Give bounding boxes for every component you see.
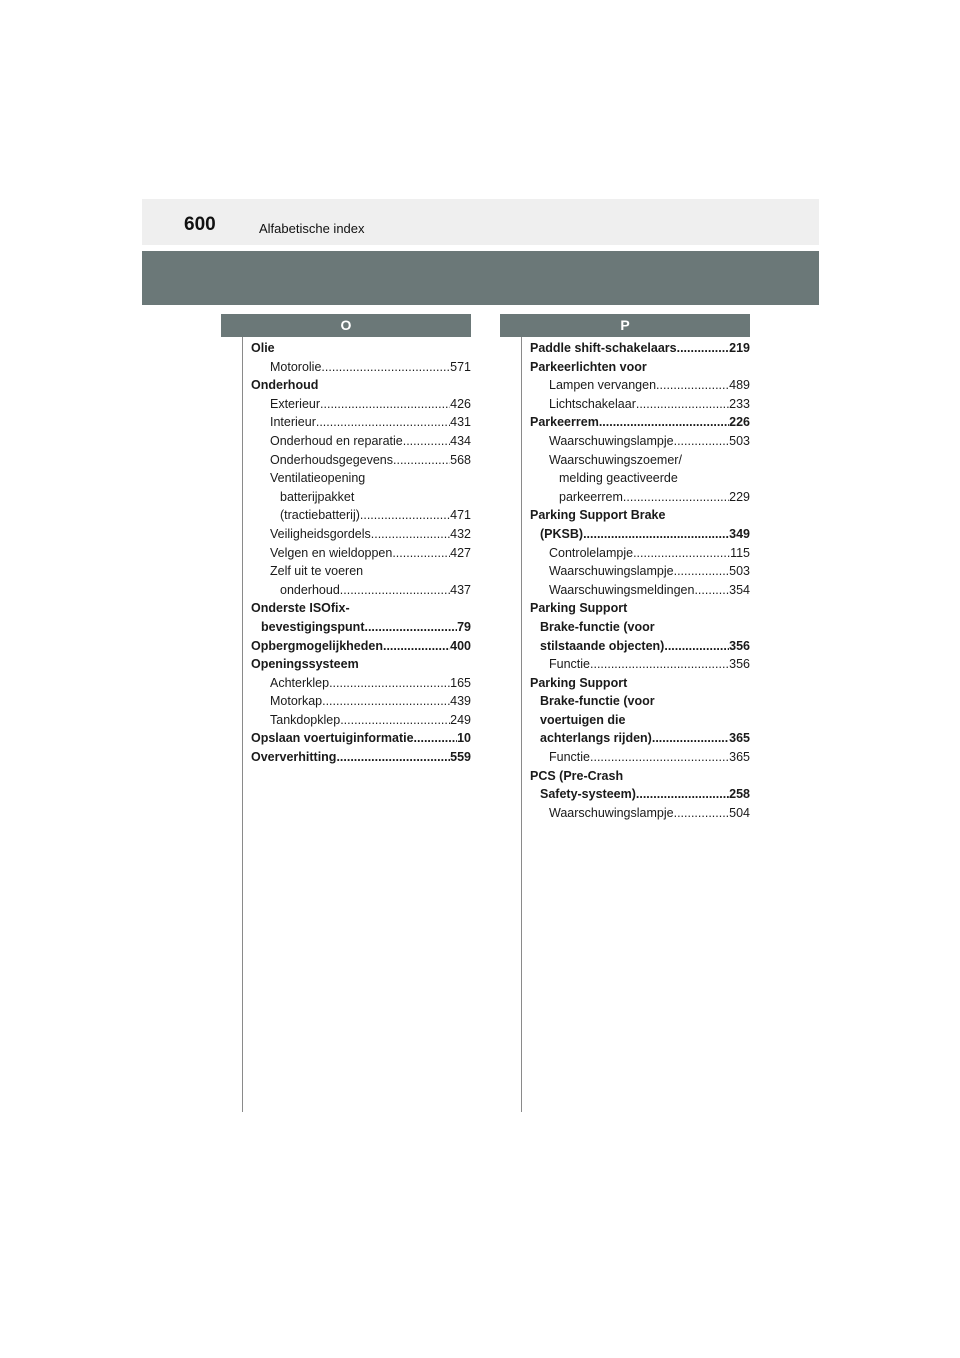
entry-text: Parkeerrem xyxy=(530,415,599,430)
entry-text: Safety-systeem) xyxy=(540,787,636,802)
index-subentry xyxy=(251,469,471,488)
dot-leader xyxy=(590,748,729,767)
entry-text: melding geactiveerde xyxy=(559,471,678,486)
index-entry xyxy=(530,785,750,804)
entry-text: Zelf uit te voeren xyxy=(270,564,364,579)
index-subentry xyxy=(251,525,471,544)
index-subentry xyxy=(530,544,750,563)
index-entry xyxy=(530,711,750,730)
dot-leader xyxy=(322,692,450,711)
page-reference[interactable]: 229 xyxy=(729,489,750,504)
entry-text: (tractiebatterij) xyxy=(280,508,360,523)
index-column-o xyxy=(251,339,471,767)
dot-leader xyxy=(636,395,729,414)
dot-leader xyxy=(674,432,730,451)
page-reference[interactable]: 349 xyxy=(729,526,750,541)
entry-text: Waarschuwingslampje xyxy=(549,805,674,820)
entry-text: Opslaan voertuiginformatie xyxy=(251,731,414,746)
page-reference[interactable]: 219 xyxy=(729,341,750,355)
page-reference[interactable]: 432 xyxy=(450,526,471,541)
index-entry xyxy=(530,358,750,377)
index-subentry xyxy=(251,692,471,711)
index-subentry xyxy=(251,544,471,563)
entry-text: Onderhoud en reparatie xyxy=(270,433,403,448)
index-subentry xyxy=(530,581,750,600)
page-reference[interactable]: 439 xyxy=(450,694,471,709)
index-entry xyxy=(251,618,471,637)
page-reference[interactable]: 365 xyxy=(729,731,750,746)
entry-text: Tankdopklep xyxy=(270,712,341,727)
dot-leader xyxy=(360,506,450,525)
entry-text: Veiligheidsgordels xyxy=(270,526,371,541)
entry-text: Ventilatieopening xyxy=(270,471,366,486)
entry-text: Motorkap xyxy=(270,694,323,709)
page-reference[interactable]: 471 xyxy=(450,508,471,523)
page-reference[interactable]: 365 xyxy=(729,750,750,765)
entry-text: Oververhitting xyxy=(251,750,337,765)
letter-header-p: P xyxy=(500,314,750,337)
dot-leader xyxy=(599,413,729,432)
dot-leader xyxy=(674,804,730,823)
index-subentry xyxy=(530,376,750,395)
entry-text: Motorolie xyxy=(270,359,322,374)
page-reference[interactable]: 258 xyxy=(729,787,750,802)
dot-leader xyxy=(336,748,450,767)
entry-text: batterijpakket xyxy=(280,489,355,504)
header-band xyxy=(142,199,819,245)
dot-leader xyxy=(677,339,730,358)
column-rule xyxy=(242,337,243,1112)
entry-text: onderhoud xyxy=(280,582,340,597)
dot-leader xyxy=(392,544,450,563)
dot-leader xyxy=(393,451,450,470)
dot-leader xyxy=(664,637,729,656)
index-subentry xyxy=(251,432,471,451)
entry-text: Parking Support xyxy=(530,601,628,616)
dot-leader xyxy=(340,711,450,730)
index-subentry xyxy=(530,469,750,488)
section-title: Alfabetische index xyxy=(259,221,365,236)
index-subentry xyxy=(530,748,750,767)
entry-text: achterlangs rijden) xyxy=(540,731,652,746)
index-subentry xyxy=(251,674,471,693)
dot-leader xyxy=(694,581,729,600)
dot-leader xyxy=(652,729,729,748)
index-entry xyxy=(251,637,471,656)
entry-text: Onderhoudsgegevens xyxy=(270,452,394,467)
index-subentry xyxy=(251,413,471,432)
index-entry xyxy=(251,599,471,618)
index-subentry xyxy=(530,395,750,414)
index-entry xyxy=(251,376,471,395)
index-subentry xyxy=(530,432,750,451)
dot-leader xyxy=(633,544,730,563)
page-reference[interactable]: 571 xyxy=(450,359,471,374)
page-reference[interactable]: 431 xyxy=(450,415,471,430)
index-entry xyxy=(530,618,750,637)
page-reference[interactable]: 568 xyxy=(450,452,471,467)
index-subentry xyxy=(251,562,471,581)
index-entry xyxy=(530,599,750,618)
entry-text: Parkeerlichten voor xyxy=(530,359,647,374)
index-column-p xyxy=(530,339,750,822)
entry-text: Parking Support Brake xyxy=(530,508,666,523)
page-reference[interactable]: 249 xyxy=(450,712,471,727)
page-reference[interactable]: 165 xyxy=(450,675,471,690)
dot-leader xyxy=(371,525,450,544)
page-reference[interactable]: 354 xyxy=(729,582,750,597)
index-subentry xyxy=(530,488,750,507)
index-entry xyxy=(530,339,750,358)
index-entry xyxy=(530,525,750,544)
dot-leader xyxy=(321,358,450,377)
index-subentry xyxy=(530,655,750,674)
entry-text: Lichtschakelaar xyxy=(549,396,636,411)
entry-text: parkeerrem xyxy=(559,489,623,504)
page-reference[interactable]: 504 xyxy=(729,805,750,820)
entry-text: Onderste ISOfix- xyxy=(251,601,350,616)
page-reference[interactable]: 437 xyxy=(450,582,471,597)
entry-text: Lampen vervangen xyxy=(549,378,657,393)
index-subentry xyxy=(251,488,471,507)
page-reference[interactable]: 356 xyxy=(729,657,750,672)
entry-text: Waarschuwingsmeldingen xyxy=(549,582,695,597)
letter-header-o: O xyxy=(221,314,471,337)
index-entry xyxy=(530,729,750,748)
entry-text: Waarschuwingslampje xyxy=(549,564,674,579)
index-subentry xyxy=(251,451,471,470)
page-number: 600 xyxy=(184,214,216,235)
entry-text: Velgen en wieldoppen xyxy=(270,545,393,560)
entry-text: Controlelampje xyxy=(549,545,634,560)
entry-text: PCS (Pre-Crash xyxy=(530,768,624,783)
entry-text: Achterklep xyxy=(270,675,330,690)
index-entry xyxy=(530,692,750,711)
dot-leader xyxy=(590,655,729,674)
index-subentry xyxy=(530,804,750,823)
dot-leader xyxy=(583,525,729,544)
entry-text: Paddle shift-schakelaars xyxy=(530,341,677,355)
page-reference[interactable]: 489 xyxy=(729,378,750,393)
page-reference[interactable]: 426 xyxy=(450,396,471,411)
dot-leader xyxy=(329,674,450,693)
page-reference[interactable]: 503 xyxy=(729,564,750,579)
page-reference[interactable]: 427 xyxy=(450,545,471,560)
page-reference[interactable]: 400 xyxy=(450,638,471,653)
index-entry xyxy=(251,655,471,674)
page-reference[interactable]: 79 xyxy=(457,619,471,634)
index-entry xyxy=(530,413,750,432)
index-entry xyxy=(530,506,750,525)
index-entry xyxy=(530,637,750,656)
page-reference[interactable]: 503 xyxy=(729,433,750,448)
index-entry xyxy=(251,748,471,767)
dot-leader xyxy=(403,432,450,451)
page-reference[interactable]: 10 xyxy=(457,731,471,746)
index-subentry xyxy=(251,395,471,414)
index-entry xyxy=(530,674,750,693)
index-subentry xyxy=(530,451,750,470)
entry-text: Brake-functie (voor xyxy=(540,619,655,634)
dot-leader xyxy=(320,395,450,414)
dot-leader xyxy=(364,618,457,637)
entry-text: Olie xyxy=(251,341,275,355)
entry-text: Waarschuwingslampje xyxy=(549,433,674,448)
page-reference[interactable]: 559 xyxy=(450,750,471,765)
entry-text: Onderhoud xyxy=(251,378,319,393)
page-reference[interactable]: 356 xyxy=(729,638,750,653)
dot-leader xyxy=(414,729,458,748)
dot-leader xyxy=(623,488,729,507)
page-reference[interactable]: 115 xyxy=(730,545,750,560)
entry-text: Openingssysteem xyxy=(251,657,359,672)
index-entry xyxy=(530,767,750,786)
entry-text: Parking Support xyxy=(530,675,628,690)
entry-text: Functie xyxy=(549,750,590,765)
entry-text: stilstaande objecten) xyxy=(540,638,665,653)
column-rule xyxy=(521,337,522,1112)
page-reference[interactable]: 434 xyxy=(450,433,471,448)
entry-text: voertuigen die xyxy=(540,712,626,727)
index-subentry xyxy=(251,506,471,525)
index-subentry xyxy=(251,711,471,730)
entry-text: Opbergmogelijkheden xyxy=(251,638,383,653)
entry-text: Exterieur xyxy=(270,396,321,411)
dot-leader xyxy=(383,637,450,656)
entry-text: bevestigingspunt xyxy=(261,619,365,634)
dot-leader xyxy=(656,376,729,395)
entry-text: Functie xyxy=(549,657,590,672)
index-entry xyxy=(251,729,471,748)
entry-text: Waarschuwingszoemer/ xyxy=(549,452,682,467)
page-reference[interactable]: 226 xyxy=(729,415,750,430)
dot-leader xyxy=(636,785,729,804)
page-reference[interactable]: 233 xyxy=(729,396,750,411)
index-subentry xyxy=(251,358,471,377)
index-subentry xyxy=(251,581,471,600)
dot-leader xyxy=(340,581,450,600)
index-entry xyxy=(251,339,471,358)
entry-text: Brake-functie (voor xyxy=(540,694,655,709)
chapter-band xyxy=(142,251,819,305)
dot-leader xyxy=(674,562,730,581)
entry-text: Interieur xyxy=(270,415,316,430)
index-subentry xyxy=(530,562,750,581)
entry-text: (PKSB) xyxy=(540,526,584,541)
dot-leader xyxy=(316,413,450,432)
